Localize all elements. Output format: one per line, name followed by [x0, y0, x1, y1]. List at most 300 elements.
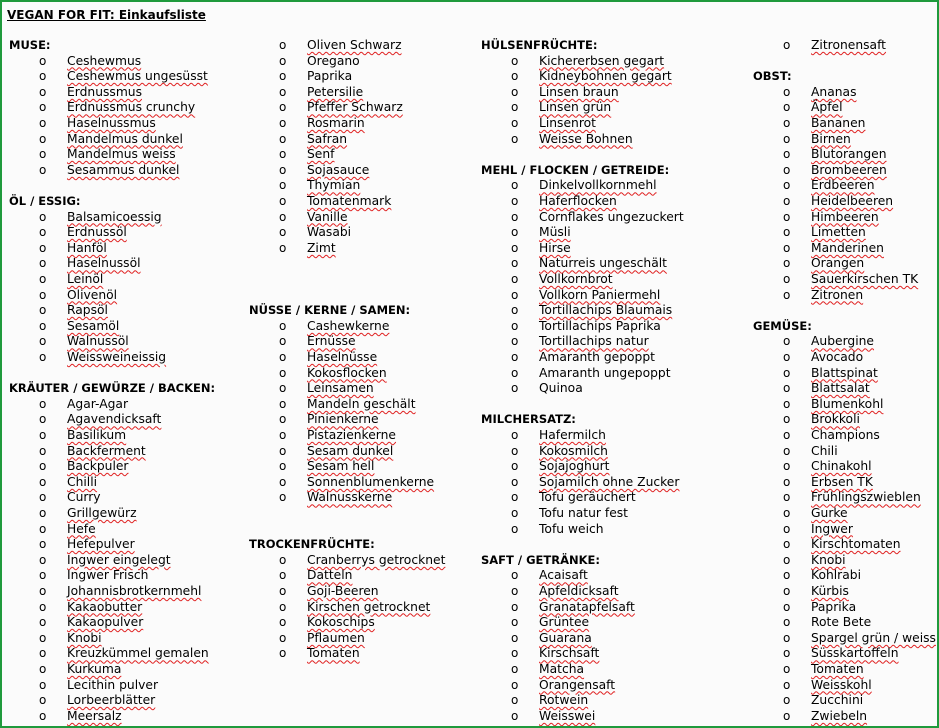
list-item — [511, 646, 600, 662]
bullet-icon: o — [39, 100, 47, 115]
item-label: Ingwer Frisch — [67, 568, 149, 583]
item-label: Tofu natur fest — [539, 506, 629, 520]
list-item — [511, 287, 661, 304]
list-item — [511, 599, 635, 616]
list-item — [39, 225, 127, 241]
bullet-icon: o — [39, 506, 47, 520]
bullet-icon: o — [39, 287, 47, 302]
list-item — [783, 209, 879, 226]
list-item — [279, 459, 375, 475]
list-item — [511, 615, 590, 631]
item-label: Erdnussmus — [67, 84, 142, 99]
bullet-icon: o — [783, 662, 791, 676]
bullet-icon: o — [783, 240, 791, 255]
bullet-icon: o — [39, 162, 47, 177]
bullet-icon: o — [783, 537, 791, 552]
list-item — [783, 615, 872, 631]
item-label: Backferment — [67, 443, 146, 458]
item-label: Kokosmilch — [539, 443, 608, 458]
item-label: Tomaten — [307, 646, 360, 661]
bullet-icon: o — [279, 412, 287, 427]
bullet-icon: o — [511, 428, 519, 442]
list-item — [783, 178, 875, 194]
bullet-icon: o — [39, 677, 47, 692]
item-label: Paprika — [811, 599, 857, 614]
bullet-icon: o — [39, 84, 47, 99]
list-item — [279, 381, 374, 397]
bullet-icon: o — [39, 272, 47, 286]
item-label: Ananas — [811, 84, 857, 99]
item-label: Apfeldicksaft — [539, 584, 619, 598]
bullet-icon: o — [39, 568, 47, 583]
bullet-icon: o — [783, 256, 791, 271]
bullet-icon: o — [511, 474, 519, 489]
section-heading: HÜLSENFRÜCHTE: — [481, 38, 598, 52]
item-label: Erdnussöl — [67, 225, 127, 240]
bullet-icon: o — [511, 584, 519, 598]
list-item — [279, 334, 356, 350]
bullet-icon: o — [39, 396, 47, 411]
bullet-icon: o — [279, 194, 287, 208]
bullet-icon: o — [39, 459, 47, 474]
bullet-icon: o — [511, 225, 519, 240]
bullet-icon: o — [783, 178, 791, 193]
bullet-icon: o — [279, 428, 287, 442]
section-heading: OBST: — [753, 69, 792, 84]
bullet-icon: o — [783, 615, 791, 630]
item-label: Matcha — [539, 662, 585, 676]
item-label: Amaranth ungepoppt — [539, 365, 671, 380]
bullet-icon: o — [511, 459, 519, 474]
list-item — [783, 381, 870, 397]
list-item — [511, 474, 680, 491]
list-item — [783, 584, 849, 600]
bullet-icon: o — [39, 116, 47, 130]
item-label: Haselnussmus — [67, 116, 156, 130]
bullet-icon: o — [279, 100, 287, 115]
bullet-icon: o — [511, 506, 519, 520]
list-item — [39, 552, 171, 569]
list-item — [783, 693, 864, 709]
item-label: Tortillachips Paprika — [539, 318, 661, 333]
item-label: Kreuzkümmel gemalen — [67, 646, 209, 661]
list-item — [511, 459, 610, 475]
list-item — [783, 443, 838, 460]
list-item — [279, 568, 353, 584]
list-item — [39, 677, 159, 694]
item-label: Kurkuma — [67, 662, 122, 676]
item-label: Kokosflocken — [307, 365, 387, 380]
list-item — [783, 552, 846, 569]
list-item — [279, 131, 348, 148]
list-item — [783, 84, 857, 101]
list-item — [279, 318, 390, 335]
bullet-icon: o — [511, 693, 519, 708]
bullet-icon: o — [39, 428, 47, 442]
item-label: Blumenkohl — [811, 396, 884, 411]
list-item — [39, 100, 196, 116]
item-label: Naturreis ungeschält — [539, 256, 667, 271]
item-label: Weisswei — [539, 708, 596, 723]
item-label: Rapsöl — [67, 303, 108, 318]
item-label: Sesamöl — [67, 318, 120, 333]
bullet-icon: o — [39, 209, 47, 224]
bullet-icon: o — [783, 693, 791, 708]
bullet-icon: o — [511, 662, 519, 676]
list-item — [783, 272, 919, 288]
list-item — [511, 677, 616, 694]
item-label: Bananen — [811, 116, 866, 130]
item-label: Pflaumen — [307, 630, 365, 645]
list-item — [511, 116, 596, 132]
bullet-icon: o — [783, 38, 791, 52]
item-label: Zitronen — [811, 287, 864, 302]
bullet-icon: o — [511, 209, 519, 224]
item-label: Cornflakes ungezuckert — [539, 209, 684, 224]
bullet-icon: o — [511, 256, 519, 271]
list-item — [39, 490, 101, 506]
item-label: Kirschsaft — [539, 646, 600, 661]
bullet-icon: o — [39, 584, 47, 598]
item-label: Agavendicksaft — [67, 412, 162, 427]
bullet-icon: o — [279, 584, 287, 598]
bullet-icon: o — [511, 350, 519, 364]
list-item — [279, 412, 379, 428]
item-label: Thymian — [307, 178, 361, 193]
list-item — [279, 599, 431, 616]
item-label: Agar-Agar — [67, 396, 128, 411]
item-label: Petersilie — [307, 84, 364, 99]
item-label: Chinakohl — [811, 459, 872, 474]
bullet-icon: o — [783, 428, 791, 442]
bullet-icon: o — [39, 630, 47, 645]
item-label: Erdnussmus crunchy — [67, 100, 196, 115]
list-item — [783, 162, 887, 179]
list-item — [511, 443, 608, 460]
section-heading: GEMÜSE: — [753, 318, 812, 333]
item-label: Senf — [307, 147, 335, 162]
bullet-icon: o — [279, 552, 287, 567]
list-item — [279, 443, 394, 460]
bullet-icon: o — [279, 131, 287, 146]
item-label: Pinienkerne — [307, 412, 379, 427]
bullet-icon: o — [39, 147, 47, 162]
bullet-icon: o — [783, 209, 791, 224]
bullet-icon: o — [511, 646, 519, 661]
bullet-icon: o — [39, 615, 47, 630]
bullet-icon: o — [39, 490, 47, 505]
bullet-icon: o — [783, 334, 791, 349]
item-label: Tomatenmark — [307, 194, 392, 208]
item-label: Vanille — [307, 209, 348, 224]
item-label: Himbeeren — [811, 209, 879, 224]
item-label: Mandelmus weiss — [67, 147, 176, 162]
item-label: Zucchini — [811, 693, 864, 708]
section-heading: TROCKENFRÜCHTE: — [249, 537, 375, 552]
item-label: Tomaten — [811, 662, 864, 676]
item-label: Champions — [811, 428, 880, 442]
list-item — [511, 318, 661, 335]
bullet-icon: o — [279, 490, 287, 505]
item-label: Weisse Bohnen — [539, 131, 633, 146]
item-label: Tofu weich — [539, 521, 604, 536]
bullet-icon: o — [279, 53, 287, 68]
list-item — [511, 693, 589, 709]
bullet-icon: o — [279, 84, 287, 99]
item-label: Vollkornbrot — [539, 272, 613, 286]
item-label: Rosmarin — [307, 116, 365, 130]
list-item — [783, 708, 868, 725]
item-label: Kirschen getrocknet — [307, 599, 431, 614]
item-label: Sojajoghurt — [539, 459, 610, 474]
list-item — [783, 38, 887, 54]
item-label: Aubergine — [811, 334, 874, 349]
section-heading: ÖL / ESSIG: — [9, 194, 81, 208]
item-label: Wasabi — [307, 225, 352, 240]
list-item — [39, 599, 143, 616]
list-item — [279, 552, 446, 569]
list-item — [511, 131, 633, 148]
item-label: Frühlingszwieblen — [811, 490, 921, 505]
list-item — [783, 116, 866, 132]
list-item — [511, 225, 571, 241]
bullet-icon: o — [511, 630, 519, 645]
list-item — [39, 428, 127, 444]
bullet-icon: o — [279, 365, 287, 380]
item-label: Haferflocken — [539, 194, 617, 208]
bullet-icon: o — [279, 474, 287, 489]
item-label: Amaranth gepoppt — [539, 350, 655, 364]
item-label: Granatapfelsaft — [539, 599, 635, 614]
bullet-icon: o — [783, 630, 791, 645]
list-item — [783, 225, 866, 241]
list-item — [783, 646, 899, 662]
bullet-icon: o — [39, 131, 47, 146]
list-item — [511, 365, 671, 382]
list-item — [783, 568, 861, 584]
item-label: Chilli — [67, 474, 98, 489]
bullet-icon: o — [783, 568, 791, 583]
item-label: Tofu geräuchert — [539, 490, 636, 505]
bullet-icon: o — [783, 365, 791, 380]
item-label: Guarana — [539, 630, 592, 645]
bullet-icon: o — [783, 100, 791, 115]
bullet-icon: o — [783, 381, 791, 396]
item-label: Hefepulver — [67, 537, 135, 552]
list-item — [783, 490, 921, 506]
section-heading: MUSE: — [9, 38, 51, 52]
list-item — [279, 428, 397, 444]
bullet-icon: o — [783, 287, 791, 302]
item-label: Basilikum — [67, 428, 127, 442]
item-label: Kohlrabi — [811, 568, 861, 583]
list-item — [511, 272, 613, 288]
list-item — [39, 116, 156, 132]
item-label: Rotwein — [539, 693, 589, 708]
bullet-icon: o — [783, 443, 791, 458]
list-item — [279, 194, 392, 210]
list-item — [783, 474, 873, 491]
bullet-icon: o — [783, 131, 791, 146]
list-item — [39, 318, 120, 335]
bullet-icon: o — [279, 599, 287, 614]
list-item — [279, 240, 336, 257]
bullet-icon: o — [511, 69, 519, 84]
bullet-icon: o — [783, 147, 791, 162]
item-label: Ceshewmus — [67, 53, 142, 68]
list-item — [279, 147, 335, 163]
item-label: Lecithin pulver — [67, 677, 159, 692]
list-item — [279, 69, 353, 85]
list-item — [279, 116, 365, 132]
list-item — [279, 53, 360, 70]
list-item — [511, 209, 684, 226]
item-label: Spargel grün / weiss — [811, 630, 936, 645]
list-item — [39, 584, 202, 600]
item-label: Cranberrys getrocknet — [307, 552, 446, 567]
item-label: Oregano — [307, 53, 360, 68]
list-item — [511, 630, 592, 647]
bullet-icon: o — [279, 162, 287, 177]
item-label: Mandelmus dunkel — [67, 131, 183, 146]
list-item — [39, 209, 162, 226]
item-label: Goji-Beeren — [307, 584, 379, 598]
item-label: Kürbis — [811, 584, 849, 598]
list-item — [511, 506, 629, 522]
item-label: Blattspinat — [811, 365, 878, 380]
bullet-icon: o — [39, 334, 47, 349]
item-label: Birnen — [811, 131, 851, 146]
bullet-icon: o — [279, 209, 287, 224]
item-label: Curry — [67, 490, 101, 505]
item-label: Tortillachips natur — [539, 334, 649, 349]
item-label: Cashewkerne — [307, 318, 390, 333]
bullet-icon: o — [279, 646, 287, 661]
item-label: Ernüsse — [307, 334, 356, 349]
list-item — [279, 615, 375, 631]
section-heading: KRÄUTER / GEWÜRZE / BACKEN: — [9, 381, 216, 396]
bullet-icon: o — [783, 459, 791, 474]
item-label: Hafermilch — [539, 428, 606, 442]
bullet-icon: o — [279, 116, 287, 130]
bullet-icon: o — [783, 194, 791, 208]
bullet-icon: o — [511, 53, 519, 68]
bullet-icon: o — [511, 568, 519, 583]
bullet-icon: o — [783, 350, 791, 364]
item-label: Ingwer eingelegt — [67, 552, 171, 567]
bullet-icon: o — [279, 615, 287, 630]
item-label: Heidelbeeren — [811, 194, 894, 208]
list-item — [783, 256, 865, 272]
bullet-icon: o — [279, 178, 287, 193]
bullet-icon: o — [783, 506, 791, 520]
bullet-icon: o — [511, 303, 519, 318]
list-item — [39, 615, 144, 631]
item-label: Sesammus dunkel — [67, 162, 180, 177]
list-item — [511, 662, 585, 678]
item-label: Blattsalat — [811, 381, 870, 396]
list-item — [279, 178, 361, 194]
list-item — [279, 38, 402, 54]
item-label: Weisskohl — [811, 677, 872, 692]
item-label: Ceshewmus ungesüsst — [67, 69, 208, 84]
list-item — [783, 147, 887, 163]
list-item — [279, 646, 360, 662]
item-label: Kirschtomaten — [811, 537, 901, 552]
list-item — [279, 350, 378, 366]
list-item — [511, 240, 571, 257]
item-label: Müsli — [539, 225, 571, 240]
list-item — [783, 412, 860, 428]
item-label: Linsen braun — [539, 84, 619, 99]
list-item — [279, 630, 365, 647]
item-label: Rote Bete — [811, 615, 872, 630]
list-item — [511, 428, 606, 444]
item-label: Safran — [307, 131, 348, 146]
bullet-icon: o — [39, 474, 47, 489]
bullet-icon: o — [279, 334, 287, 349]
list-item — [39, 474, 98, 491]
item-label: Balsamicoessig — [67, 209, 162, 224]
item-label: Sesam dunkel — [307, 443, 394, 458]
bullet-icon: o — [39, 412, 47, 427]
document-title: VEGAN FOR FIT: Einkaufsliste — [7, 8, 206, 22]
bullet-icon: o — [279, 240, 287, 255]
item-label: Meersalz — [67, 708, 122, 723]
list-item — [39, 69, 208, 85]
bullet-icon: o — [783, 708, 791, 723]
item-label: Sauerkirschen TK — [811, 272, 919, 286]
list-item — [511, 69, 672, 85]
list-item — [39, 84, 142, 101]
bullet-icon: o — [39, 240, 47, 255]
list-item — [783, 287, 864, 304]
bullet-icon: o — [511, 84, 519, 99]
item-label: Hirse — [539, 240, 571, 255]
item-label: Vollkorn Paniermehl — [539, 287, 661, 302]
list-item — [511, 303, 673, 319]
item-label: Zitronensaft — [811, 38, 887, 52]
list-item — [783, 662, 864, 678]
item-label: Sonnenblumenkerne — [307, 474, 435, 489]
list-item — [39, 568, 149, 584]
item-label: Sesam hell — [307, 459, 375, 474]
list-item — [39, 131, 183, 148]
item-label: Haselnüsse — [307, 350, 378, 364]
bullet-icon: o — [39, 303, 47, 318]
list-item — [279, 84, 364, 101]
list-item — [783, 630, 936, 647]
item-label: Paprika — [307, 69, 353, 84]
bullet-icon: o — [783, 162, 791, 177]
bullet-icon: o — [39, 599, 47, 614]
bullet-icon: o — [279, 318, 287, 333]
item-label: Grillgewürz — [67, 506, 137, 520]
item-label: Hefe — [67, 521, 96, 536]
list-item — [511, 53, 665, 70]
list-item — [39, 272, 104, 288]
bullet-icon: o — [39, 708, 47, 723]
section-heading: MILCHERSATZ: — [481, 412, 576, 427]
item-label: Chili — [811, 443, 838, 458]
list-item — [39, 162, 180, 179]
item-label: Brombeeren — [811, 162, 887, 177]
bullet-icon: o — [511, 365, 519, 380]
bullet-icon: o — [511, 708, 519, 723]
list-item — [783, 599, 857, 616]
bullet-icon: o — [39, 537, 47, 552]
item-label: Kokoschips — [307, 615, 375, 630]
